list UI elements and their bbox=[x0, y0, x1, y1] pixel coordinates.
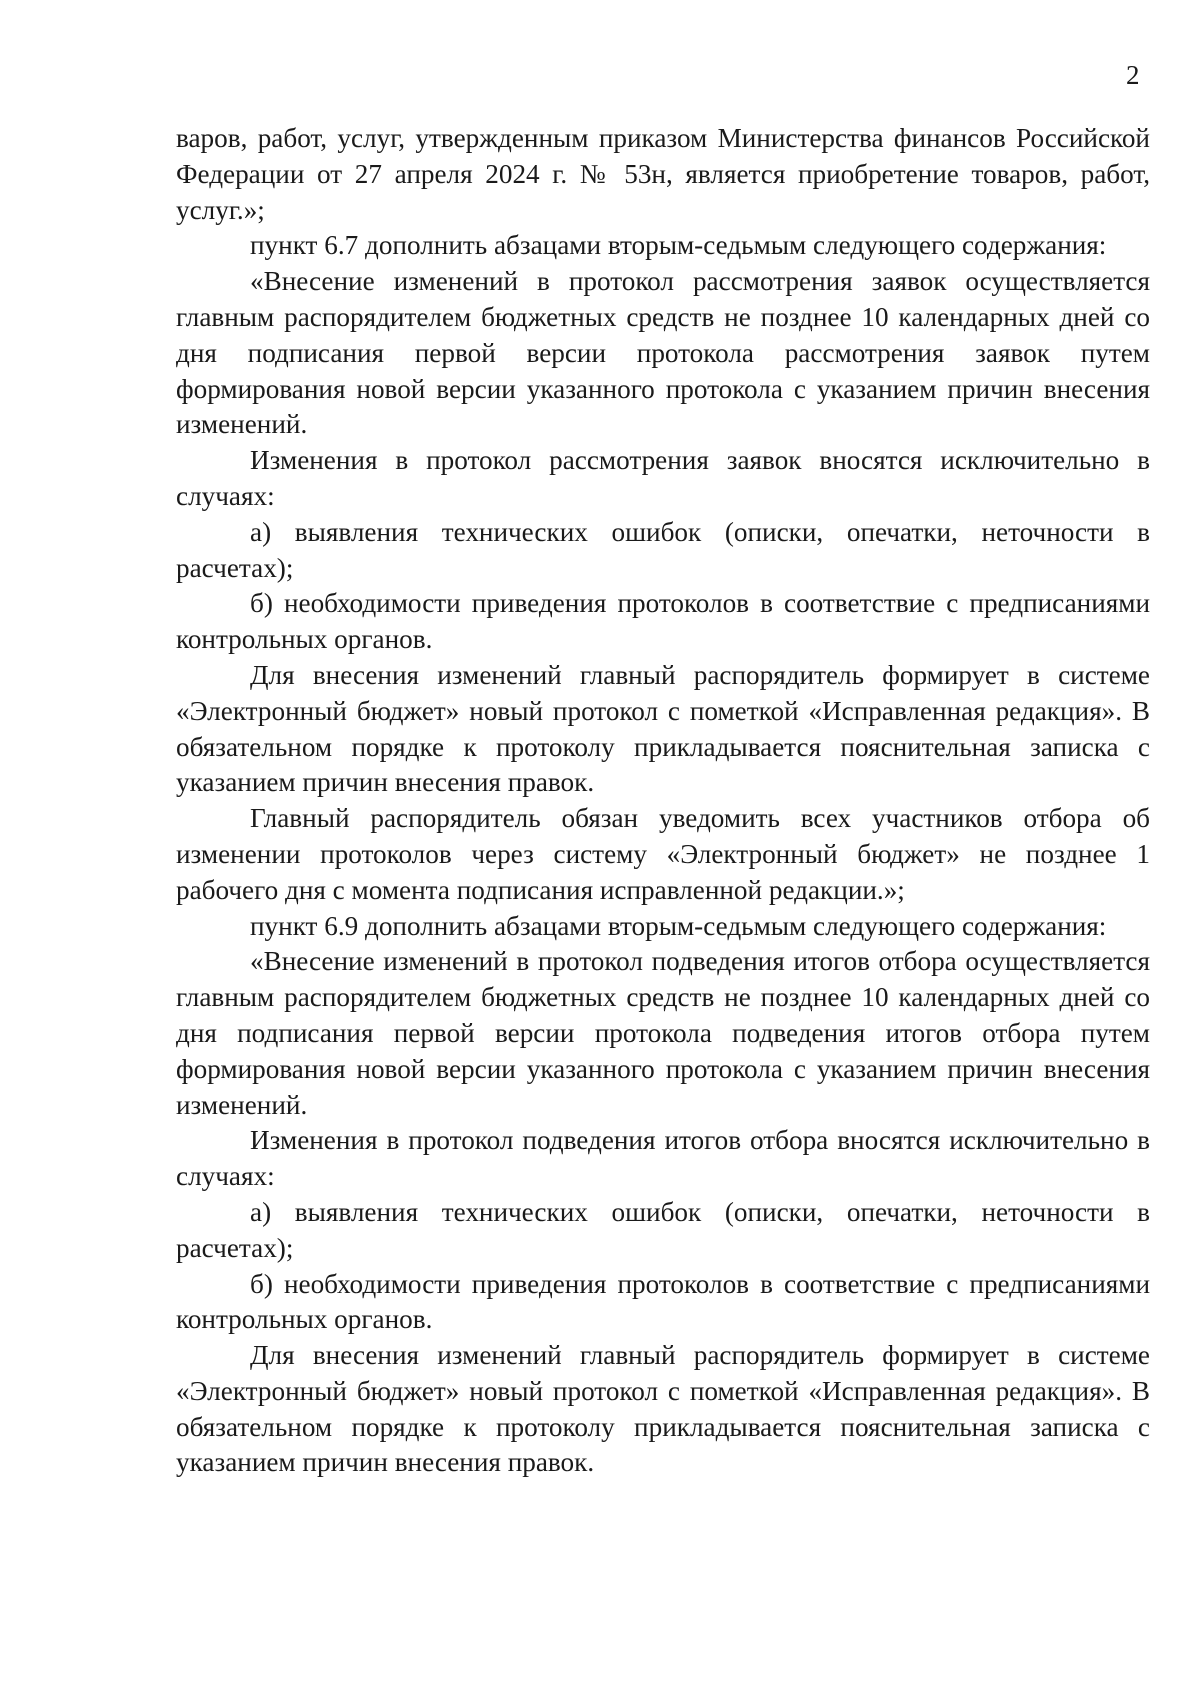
paragraph-results-cases: Изменения в протокол подведения итогов отбора вносятся исключительно в случаях: bbox=[176, 1125, 1150, 1192]
page-number: 2 bbox=[1126, 60, 1140, 90]
list-item-a: а) выявления технических ошибок (описки, опечатки, неточности в расчетах); bbox=[176, 516, 1150, 583]
paragraph-amend-6-7: пункт 6.7 дополнить абзацами вторым-седьмым следующего содержания: bbox=[250, 230, 1107, 261]
paragraph-new-protocol: Для внесения изменений главный распорядитель формирует в системе «Электронный бюджет» новый протокол с пометкой «Исправленная редакция». В обязательном порядке к протоколу прикладывается пояснительная записка с указанием причин внесения правок. bbox=[176, 1340, 1150, 1478]
document-body bbox=[176, 121, 1150, 1481]
paragraph-review-changes: «Внесение изменений в протокол рассмотрения заявок осуществляется главным распорядителем бюджетных средств не позднее 10 календарных дней со дня подписания первой версии протокола рассмотрения заявок путем формирования новой версии указанного протокола с указанием причин внесения изменений. bbox=[176, 266, 1150, 440]
paragraph-continuation: варов, работ, услуг, утвержденным приказом Министерства финансов Российской Федерации от 27 апреля 2024 г. № 53н, является приобретение товаров, работ, услуг.»; bbox=[176, 123, 1150, 225]
list-item-a: а) выявления технических ошибок (описки, опечатки, неточности в расчетах); bbox=[176, 1196, 1150, 1263]
paragraph-review-cases: Изменения в протокол рассмотрения заявок вносятся исключительно в случаях: bbox=[176, 445, 1150, 511]
paragraph-results-changes: «Внесение изменений в протокол подведения итогов отбора осуществляется главным распорядителем бюджетных средств не позднее 10 календарных дней со дня подписания первой версии протокола подведения итогов отбора путем формирования новой версии указанного протокола с указанием причин внесения изменений. bbox=[176, 946, 1150, 1120]
list-item-b: б) необходимости приведения протоколов в соответствие с предписаниями контрольных органов. bbox=[176, 588, 1150, 655]
paragraph-new-protocol: Для внесения изменений главный распорядитель формирует в системе «Электронный бюджет» новый протокол с пометкой «Исправленная редакция». В обязательном порядке к протоколу прикладывается пояснительная записка с указанием причин внесения правок. bbox=[176, 659, 1150, 798]
paragraph-notify: Главный распорядитель обязан уведомить всех участников отбора об изменении протоколов через систему «Электронный бюджет» не позднее 1 рабочего дня с момента подписания исправленной редакции.»; bbox=[176, 803, 1150, 905]
list-item-b: б) необходимости приведения протоколов в соответствие с предписаниями контрольных органов. bbox=[176, 1268, 1150, 1335]
paragraph-amend-6-9: пункт 6.9 дополнить абзацами вторым-седьмым следующего содержания: bbox=[250, 910, 1107, 941]
